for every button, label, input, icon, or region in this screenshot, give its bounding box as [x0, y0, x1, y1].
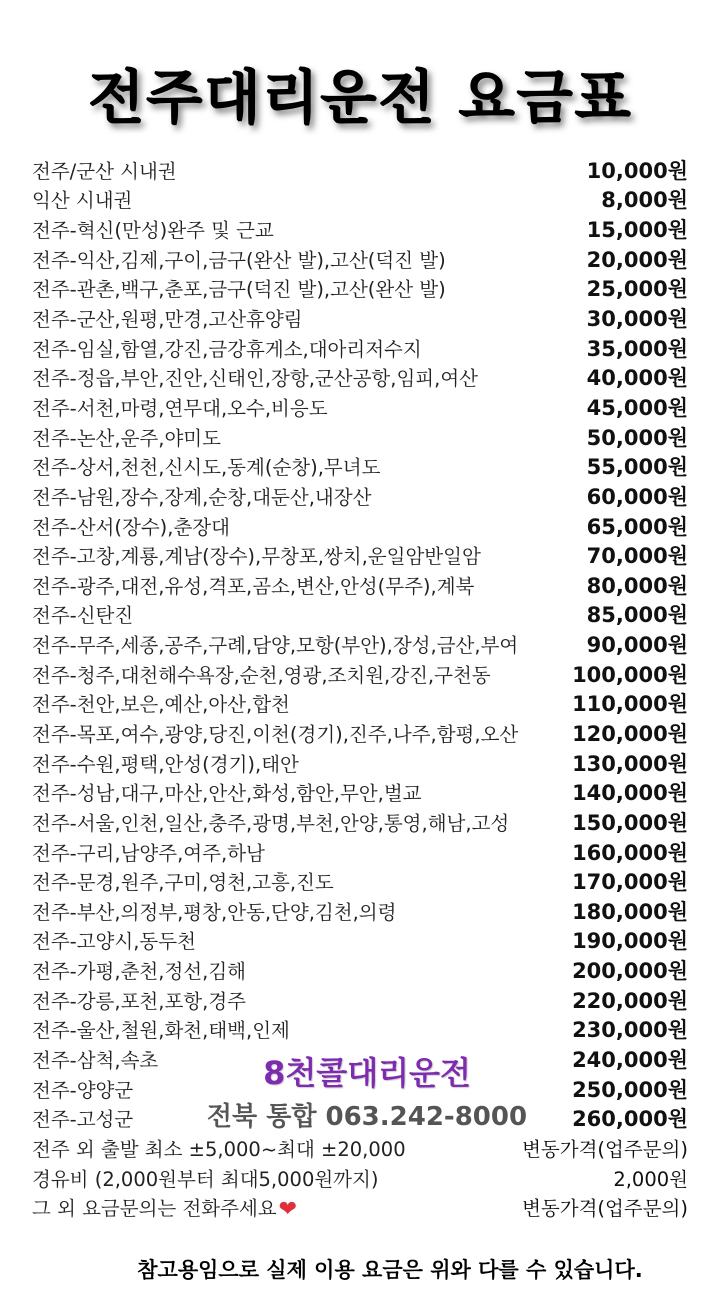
route-name — [32, 600, 133, 628]
heart-icon: ❤ — [278, 1196, 298, 1222]
route-label: 전주-임실,함열,강진,금강휴게소,대아리저수지 — [32, 337, 422, 361]
route-name — [32, 956, 246, 984]
fare-price: 90,000원 — [586, 633, 688, 658]
fare-row — [32, 896, 688, 926]
fare-price: 70,000원 — [586, 544, 688, 569]
fare-row — [32, 570, 688, 600]
fare-price: 160,000원 — [572, 840, 688, 865]
route-label: 전주-상서,천천,신시도,동계(순창),무녀도 — [32, 456, 381, 480]
fare-row — [32, 214, 688, 244]
fare-price: 140,000원 — [572, 781, 688, 806]
route-name — [32, 423, 221, 451]
route-name — [32, 393, 328, 421]
fare-row — [32, 1015, 688, 1045]
route-label: 전주 외 출발 최소 ±5,000~최대 ±20,000 — [32, 1137, 406, 1161]
fare-row — [32, 777, 688, 807]
fare-row — [32, 303, 688, 333]
route-name — [32, 778, 422, 806]
route-label: 전주-광주,대전,유성,격포,곰소,변산,안성(무주),계북 — [32, 574, 475, 598]
fare-price: 40,000원 — [586, 366, 688, 391]
route-name — [32, 215, 274, 243]
route-label: 전주-군산,원평,만경,고산휴양림 — [32, 308, 303, 332]
fare-price: 50,000원 — [586, 425, 688, 450]
fare-row — [32, 481, 688, 511]
fare-row — [32, 451, 688, 481]
note-price: 변동가격(업주문의) — [522, 1137, 688, 1161]
fare-row — [32, 1044, 688, 1074]
fare-price: 65,000원 — [586, 514, 688, 539]
route-label: 전주-고성군 — [32, 1108, 134, 1132]
route-name — [32, 274, 446, 302]
fare-row — [32, 244, 688, 274]
note-price: 2,000원 — [613, 1167, 688, 1191]
fare-price: 30,000원 — [586, 307, 688, 332]
fare-price: 230,000원 — [572, 1018, 688, 1043]
route-label: 전주-양양군 — [32, 1078, 134, 1102]
page-title: 전주대리운전 요금표 — [87, 63, 633, 131]
fare-price: 100,000원 — [572, 662, 688, 687]
fare-row — [32, 362, 688, 392]
fare-price: 20,000원 — [586, 247, 688, 272]
route-label: 전주-고양시,동두천 — [32, 930, 196, 954]
fare-price: 190,000원 — [572, 929, 688, 954]
route-label: 전주-정읍,부안,진안,신태인,장항,군산공항,임피,여산 — [32, 367, 479, 391]
fare-row — [32, 1074, 688, 1104]
route-name — [32, 185, 132, 213]
fare-price: 200,000원 — [572, 959, 688, 984]
fare-price: 130,000원 — [572, 751, 688, 776]
fare-row — [32, 155, 688, 185]
fare-price: 35,000원 — [586, 336, 688, 361]
route-name — [32, 630, 518, 658]
route-name — [32, 541, 481, 569]
fare-row — [32, 600, 688, 630]
route-name — [32, 926, 196, 954]
fare-price: 25,000원 — [586, 277, 688, 302]
route-name — [32, 1015, 290, 1043]
fare-row — [32, 748, 688, 778]
fare-price: 80,000원 — [586, 573, 688, 598]
route-label: 전주-서천,마령,연무대,오수,비응도 — [32, 396, 328, 420]
route-label: 전주-익산,김제,구이,금구(완산 발),고산(덕진 발) — [32, 248, 446, 272]
fare-row — [32, 659, 688, 689]
fare-price: 260,000원 — [572, 1107, 688, 1132]
note-row — [32, 1133, 688, 1163]
fare-row — [32, 511, 688, 541]
route-name — [32, 867, 334, 895]
route-name — [32, 689, 290, 717]
fare-row — [32, 866, 688, 896]
route-name — [32, 808, 509, 836]
route-label: 전주-관촌,백구,춘포,금구(덕진 발),고산(완산 발) — [32, 278, 446, 302]
route-label: 전주-천안,보은,예산,아산,합천 — [32, 693, 290, 717]
route-label: 전주-산서(장수),춘장대 — [32, 515, 230, 539]
route-name — [32, 986, 246, 1014]
route-label: 전주-남원,장수,장계,순창,대둔산,내장산 — [32, 485, 372, 509]
fare-row — [32, 718, 688, 748]
route-name — [32, 512, 230, 540]
route-label: 전주-혁신(만성)완주 및 근교 — [32, 219, 274, 243]
route-label: 전주-무주,세종,공주,구례,담양,모항(부안),장성,금산,부여 — [32, 634, 519, 658]
route-label: 전주-수원,평택,안성(경기),태안 — [32, 752, 299, 776]
fare-price: 180,000원 — [572, 899, 688, 924]
note-row — [32, 1192, 688, 1222]
watermark-company-name: 8천콜대리운전 — [263, 1054, 471, 1092]
route-label: 전주-부산,의정부,평창,안동,단양,김천,의령 — [32, 900, 397, 924]
route-label: 전주-신탄진 — [32, 604, 134, 628]
route-label: 전주-구리,남양주,여주,하남 — [32, 841, 265, 865]
route-label: 전주-가평,춘천,정선,김해 — [32, 960, 247, 984]
fare-row — [32, 185, 688, 215]
route-name — [32, 245, 446, 273]
route-name — [32, 452, 380, 480]
fare-row — [32, 985, 688, 1015]
route-name — [32, 482, 371, 510]
route-label: 그 외 요금문의는 전화주세요 — [32, 1196, 277, 1220]
fare-price: 8,000원 — [601, 188, 688, 213]
route-name — [32, 719, 518, 747]
route-label: 전주-강릉,포천,포항,경주 — [32, 989, 247, 1013]
route-name — [32, 363, 478, 391]
note-text — [32, 1164, 378, 1192]
route-label: 익산 시내권 — [32, 189, 133, 213]
fare-price: 85,000원 — [586, 603, 688, 628]
fare-row — [32, 629, 688, 659]
note-text — [32, 1134, 406, 1162]
route-label: 경유비 (2,000원부터 최대5,000원까지) — [32, 1167, 379, 1191]
fare-price: 150,000원 — [572, 810, 688, 835]
route-name — [32, 156, 177, 184]
fare-table — [32, 155, 688, 1222]
route-name — [32, 1104, 133, 1132]
route-label: 전주-서울,인천,일산,충주,광명,부천,안양,통영,해남,고성 — [32, 811, 510, 835]
route-label: 전주-논산,운주,야미도 — [32, 426, 221, 450]
disclaimer-text: 참고용임으로 실제 이용 요금은 위와 다를 수 있습니다. — [137, 1258, 643, 1282]
route-name — [32, 304, 303, 332]
route-label: 전주-문경,원주,구미,영천,고흥,진도 — [32, 871, 334, 895]
fare-price: 10,000원 — [586, 158, 688, 183]
route-label: 전주-울산,철원,화천,태백,인제 — [32, 1019, 290, 1043]
fare-row — [32, 807, 688, 837]
fare-row — [32, 333, 688, 363]
fare-price: 15,000원 — [586, 218, 688, 243]
watermark-phone: 전북 통합 063.242-8000 — [206, 1102, 528, 1132]
route-label: 전주-목포,여수,광양,당진,이천(경기),진주,나주,함평,오산 — [32, 722, 519, 746]
route-label: 전주-청주,대천해수욕장,순천,영광,조치원,강진,구천동 — [32, 663, 491, 687]
fare-row — [32, 274, 688, 304]
fare-price: 60,000원 — [586, 484, 688, 509]
route-name — [32, 1045, 158, 1073]
route-name — [32, 1075, 133, 1103]
fare-price: 240,000원 — [572, 1048, 688, 1073]
route-label: 전주/군산 시내권 — [32, 159, 177, 183]
fare-price: 170,000원 — [572, 870, 688, 895]
fare-price: 110,000원 — [572, 692, 688, 717]
fare-row — [32, 540, 688, 570]
fare-row — [32, 1104, 688, 1134]
fare-price: 220,000원 — [572, 988, 688, 1013]
route-name — [32, 749, 299, 777]
route-name — [32, 838, 265, 866]
fare-row — [32, 926, 688, 956]
note-price: 변동가격(업주문의) — [522, 1197, 688, 1221]
note-row — [32, 1163, 688, 1193]
fare-row — [32, 422, 688, 452]
fare-row — [32, 392, 688, 422]
fare-price: 45,000원 — [586, 395, 688, 420]
fare-price: 250,000원 — [572, 1077, 688, 1102]
fare-price: 120,000원 — [572, 722, 688, 746]
note-text — [32, 1193, 297, 1222]
route-label: 전주-성남,대구,마산,안산,화성,함안,무안,벌교 — [32, 782, 422, 806]
fare-row — [32, 689, 688, 719]
route-name — [32, 660, 491, 688]
fare-row — [32, 837, 688, 867]
fare-row — [32, 955, 688, 985]
route-label: 전주-고창,계룡,계남(장수),무창포,쌍치,운일암반일암 — [32, 545, 481, 569]
route-name — [32, 897, 396, 925]
route-name — [32, 334, 422, 362]
route-label: 전주-삼척,속초 — [32, 1049, 159, 1073]
route-name — [32, 571, 474, 599]
fare-price: 55,000원 — [586, 455, 688, 480]
